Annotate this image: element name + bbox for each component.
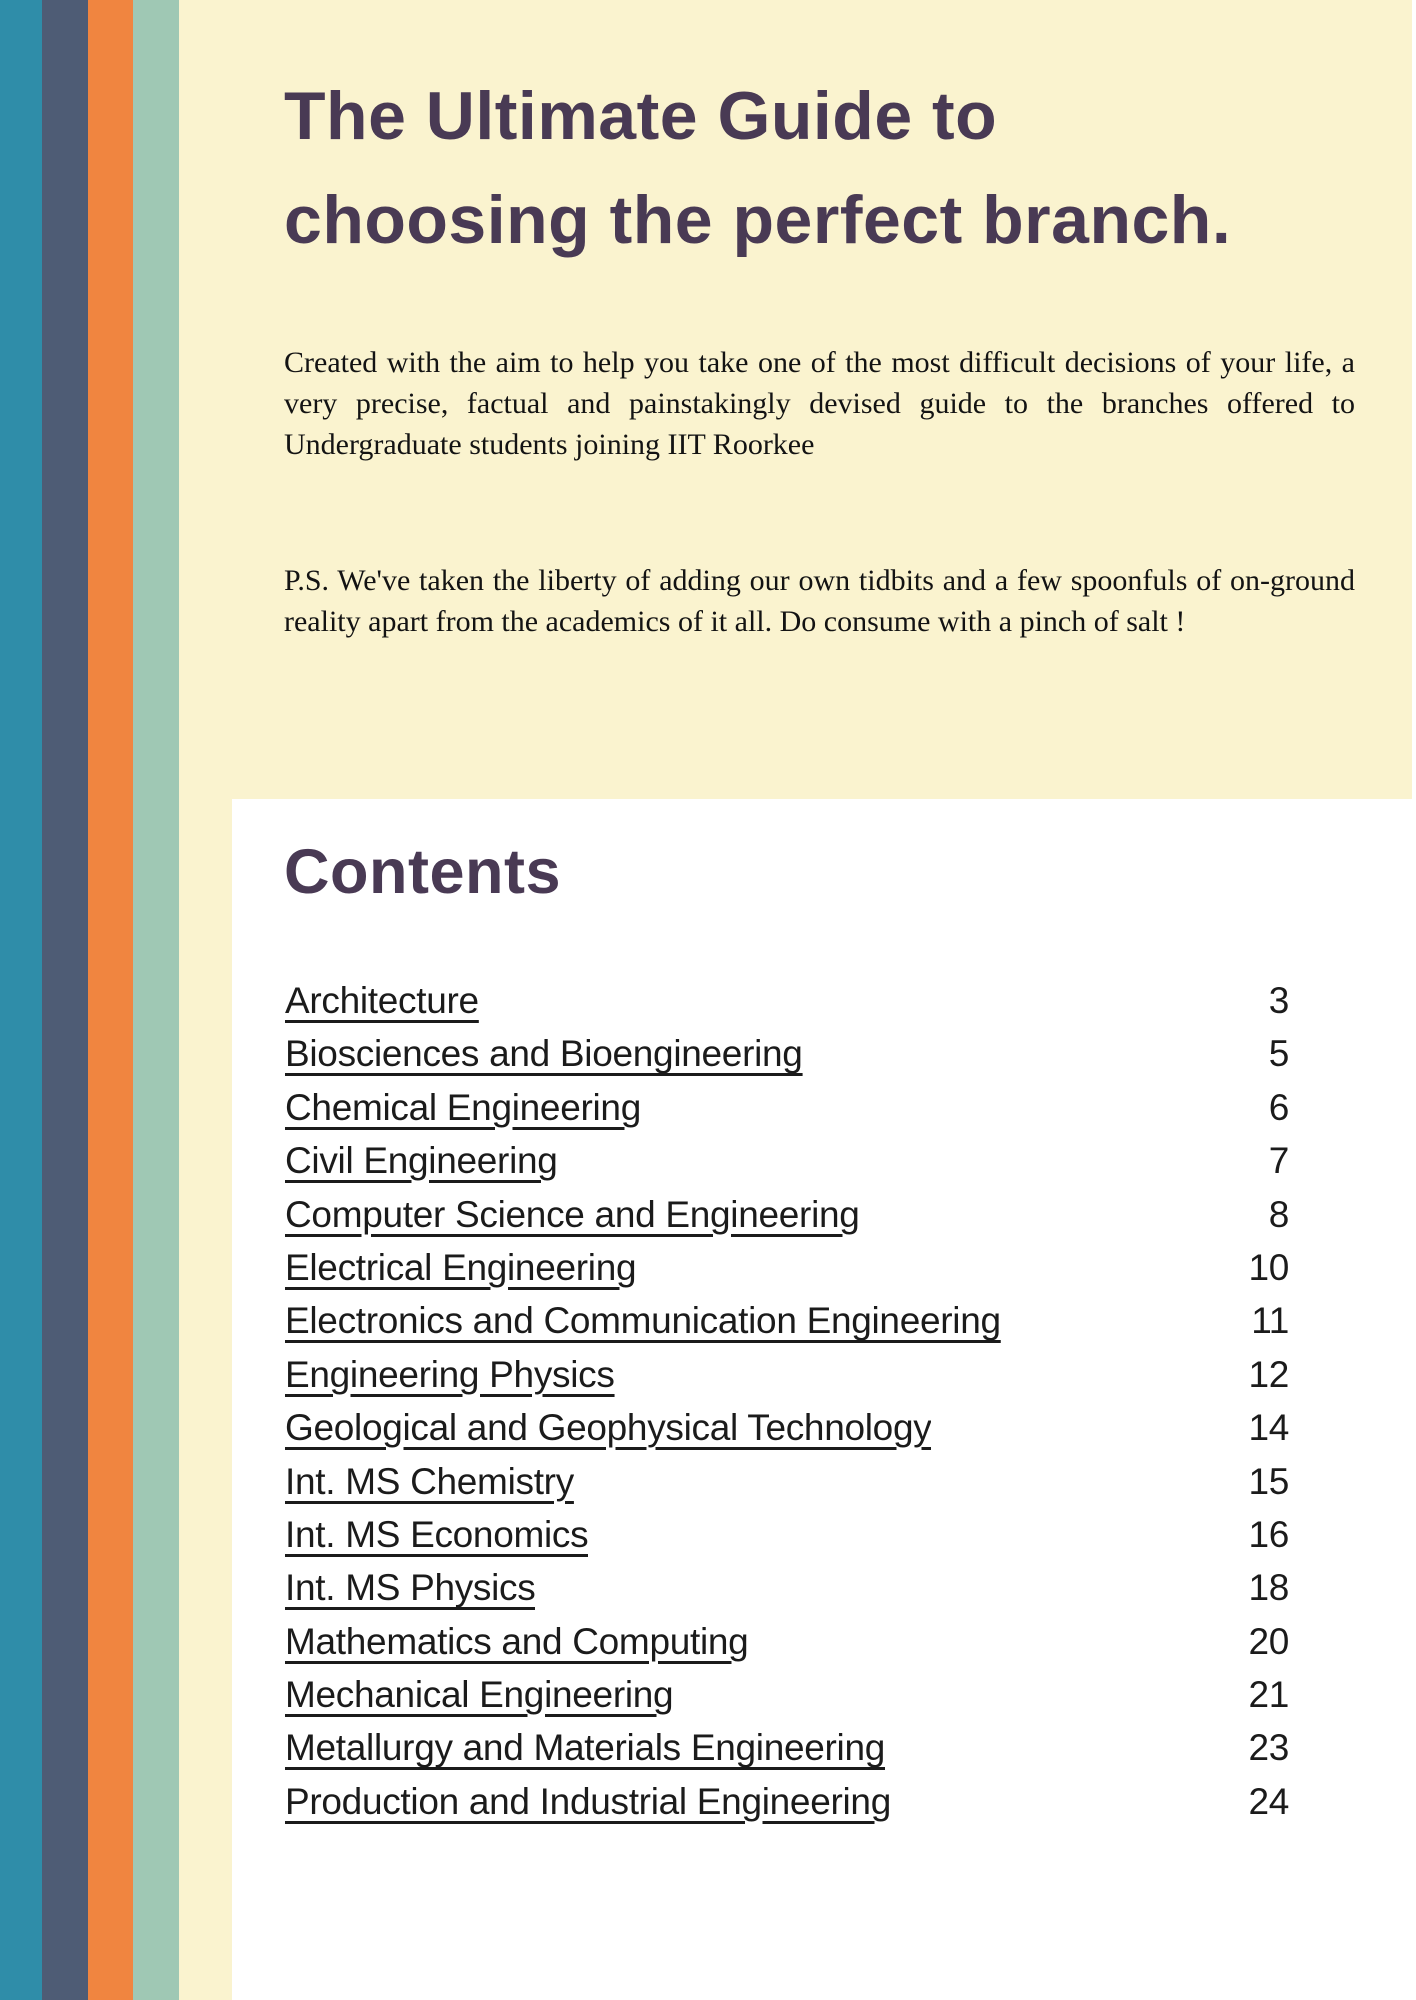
toc-link[interactable]: Mathematics and Computing [285, 1620, 749, 1662]
toc-link[interactable]: Int. MS Chemistry [285, 1460, 574, 1502]
stripe-teal [0, 0, 42, 2000]
toc-page-number: 14 [1248, 1407, 1289, 1449]
toc-link[interactable]: Computer Science and Engineering [285, 1193, 860, 1235]
contents-heading: Contents [284, 837, 561, 907]
toc-page-number: 3 [1268, 980, 1289, 1021]
toc-link[interactable]: Biosciences and Bioengineering [285, 1033, 803, 1075]
toc-page-number: 10 [1248, 1246, 1289, 1288]
toc-page-number: 8 [1268, 1193, 1289, 1235]
toc-link[interactable]: Electronics and Communication Engineering [285, 1300, 1001, 1342]
toc-link[interactable]: Int. MS Physics [285, 1567, 536, 1609]
table-of-contents [285, 974, 1289, 1828]
toc-page-number: 11 [1251, 1300, 1289, 1342]
page-title-line-2: choosing the perfect branch. [284, 182, 1232, 258]
toc-page-number: 24 [1248, 1780, 1289, 1822]
toc-link[interactable]: Architecture [285, 980, 479, 1021]
toc-row[interactable] [285, 1081, 1289, 1134]
toc-row[interactable] [285, 1348, 1289, 1401]
toc-row[interactable] [285, 1668, 1289, 1721]
stripe-orange [88, 0, 133, 2000]
toc-row[interactable] [285, 1721, 1289, 1774]
toc-row[interactable] [285, 1401, 1289, 1454]
toc-link[interactable]: Geological and Geophysical Technology [285, 1407, 932, 1449]
stripe-slate [42, 0, 88, 2000]
toc-link[interactable]: Engineering Physics [285, 1353, 615, 1395]
toc-row[interactable] [285, 1561, 1289, 1614]
toc-link[interactable]: Chemical Engineering [285, 1086, 641, 1128]
toc-row[interactable] [285, 1615, 1289, 1668]
toc-page-number: 20 [1248, 1620, 1289, 1662]
toc-page-number: 15 [1248, 1460, 1289, 1502]
toc-link[interactable]: Production and Industrial Engineering [285, 1780, 891, 1822]
toc-link[interactable]: Civil Engineering [285, 1140, 558, 1182]
toc-row[interactable] [285, 1134, 1289, 1187]
toc-row[interactable] [285, 1027, 1289, 1080]
intro-paragraph: Created with the aim to help you take one of the most difficult decisions of your life, a very precise, factual and painstakingly devised guide to the branches offered to Undergraduate students joining IIT Roorkee [284, 346, 1355, 461]
stripe-sage [133, 0, 179, 2000]
toc-link[interactable]: Mechanical Engineering [285, 1674, 674, 1716]
page-title-line-1: The Ultimate Guide to [284, 78, 998, 154]
toc-page-number: 18 [1248, 1567, 1289, 1609]
toc-page-number: 5 [1268, 1033, 1289, 1075]
toc-row[interactable] [285, 1188, 1289, 1241]
toc-page-number: 6 [1268, 1086, 1289, 1128]
ps-paragraph: P.S. We've taken the liberty of adding our own tidbits and a few spoonfuls of on-ground reality apart from the academics of it all. Do consume with a pinch of salt ! [284, 564, 1355, 638]
toc-page-number: 23 [1248, 1727, 1289, 1769]
toc-link[interactable]: Electrical Engineering [285, 1246, 637, 1288]
page-title [284, 64, 1379, 272]
toc-row[interactable] [285, 1508, 1289, 1561]
toc-row[interactable] [285, 1775, 1289, 1828]
toc-page-number: 12 [1248, 1353, 1289, 1395]
toc-row[interactable] [285, 1455, 1289, 1508]
toc-link[interactable]: Metallurgy and Materials Engineering [285, 1727, 886, 1769]
toc-link[interactable]: Int. MS Economics [285, 1513, 589, 1555]
toc-row[interactable] [285, 1294, 1289, 1347]
toc-page-number: 7 [1268, 1140, 1289, 1182]
toc-page-number: 16 [1248, 1513, 1289, 1555]
toc-row[interactable] [285, 1241, 1289, 1294]
toc-row[interactable] [285, 974, 1289, 1027]
toc-page-number: 21 [1248, 1674, 1289, 1716]
